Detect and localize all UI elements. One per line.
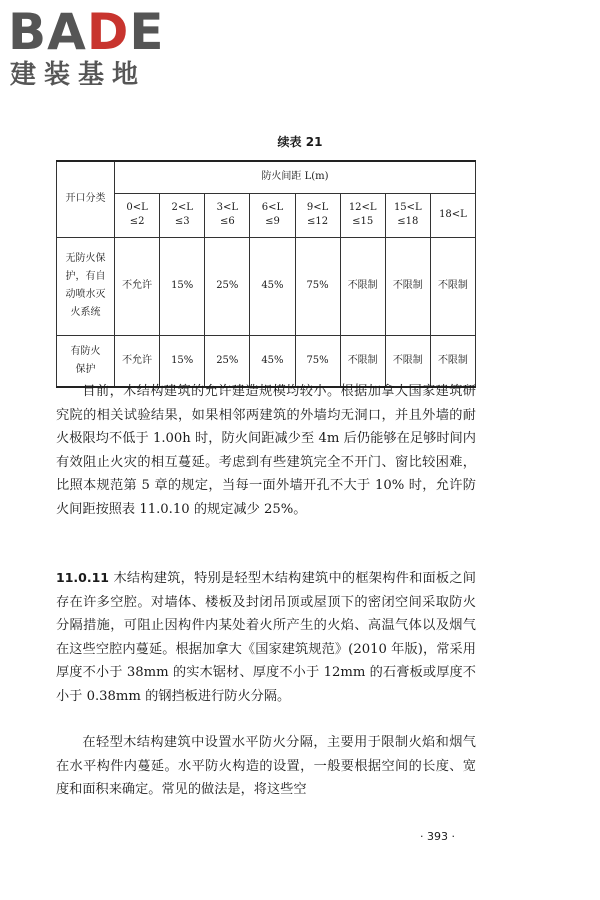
table-cell: 不限制: [430, 335, 475, 387]
column-header: 2<L ≤3: [160, 193, 205, 237]
column-header: 3<L ≤6: [205, 193, 250, 237]
clause-text: 木结构建筑，特别是轻型木结构建筑中的框架构件和面板之间存在许多空腔。对墙体、楼板及封闭吊顶或屋顶下的密闭空间采取防火分隔措施，可阻止因构件内某处着火所产生的火焰、高温气体以及烟气在这些空腔内蔓延。根据加拿大《国家建筑规范》(2010 年版)，常采用厚度不小于 38mm 的实木锯材、厚度不小于 12mm 的石膏板或厚度不小于 0.38mm 的钢挡板进行防火分隔。: [56, 571, 476, 704]
column-header: 18<L: [430, 193, 475, 237]
paragraph: 在轻型木结构建筑中设置水平防火分隔，主要用于限制火焰和烟气在水平构件内蔓延。水平防火构造的设置，一般要根据空间的长度、宽度和面积来确定。常见的做法是，将这些空: [56, 735, 476, 798]
table-cell: 45%: [250, 335, 295, 387]
column-header: 12<L ≤15: [340, 193, 385, 237]
table-cell: 不限制: [340, 335, 385, 387]
column-header: 6<L ≤9: [250, 193, 295, 237]
fire-distance-table: [56, 160, 476, 388]
distance-group-header: 防火间距 L(m): [115, 161, 476, 193]
paragraph: 目前，木结构建筑的允许建造规模均较小。根据加拿大国家建筑研究院的相关试验结果，如果相邻两建筑的外墙均无洞口，并且外墙的耐火极限均不低于 1.00h 时，防火间距减少至 4m 后仍能够在足够时间内有效阻止火灾的相互蔓延。考虑到有些建筑完全不开门、窗比较困难，比照本规范第 5 章的规定，当每一面外墙开孔不大于 10% 时，允许防火间距按照表 11.0.10 的规定减少 25%。: [56, 384, 476, 517]
table-caption: 续表 21: [277, 135, 323, 149]
table-row: [57, 237, 476, 335]
logo-wordmark: BADE: [8, 3, 165, 61]
table-cell: 75%: [295, 335, 340, 387]
column-header: 15<L ≤18: [385, 193, 430, 237]
table-cell: 不限制: [340, 237, 385, 335]
row-category: 有防火 保护: [57, 335, 115, 387]
table-cell: 15%: [160, 335, 205, 387]
logo-subtitle: 建装基地: [10, 60, 147, 90]
table-cell: 75%: [295, 237, 340, 335]
table-cell: 不限制: [385, 237, 430, 335]
table-cell: 25%: [205, 335, 250, 387]
logo: [8, 3, 178, 90]
row-category: 无防火保 护，有自 动喷水灭 火系统: [57, 237, 115, 335]
table-cell: 25%: [205, 237, 250, 335]
table-cell: 不限制: [385, 335, 430, 387]
table-cell: 不允许: [115, 237, 160, 335]
table-cell: 不允许: [115, 335, 160, 387]
table-cell: 45%: [250, 237, 295, 335]
column-header: 9<L ≤12: [295, 193, 340, 237]
clause-number: 11.0.11: [56, 570, 109, 585]
column-header: 0<L ≤2: [115, 193, 160, 237]
table-cell: 15%: [160, 237, 205, 335]
table-cell: 不限制: [430, 237, 475, 335]
category-header: 开口分类: [57, 161, 115, 237]
page-number: · 393 ·: [420, 830, 455, 843]
clause-paragraph: [56, 566, 476, 709]
